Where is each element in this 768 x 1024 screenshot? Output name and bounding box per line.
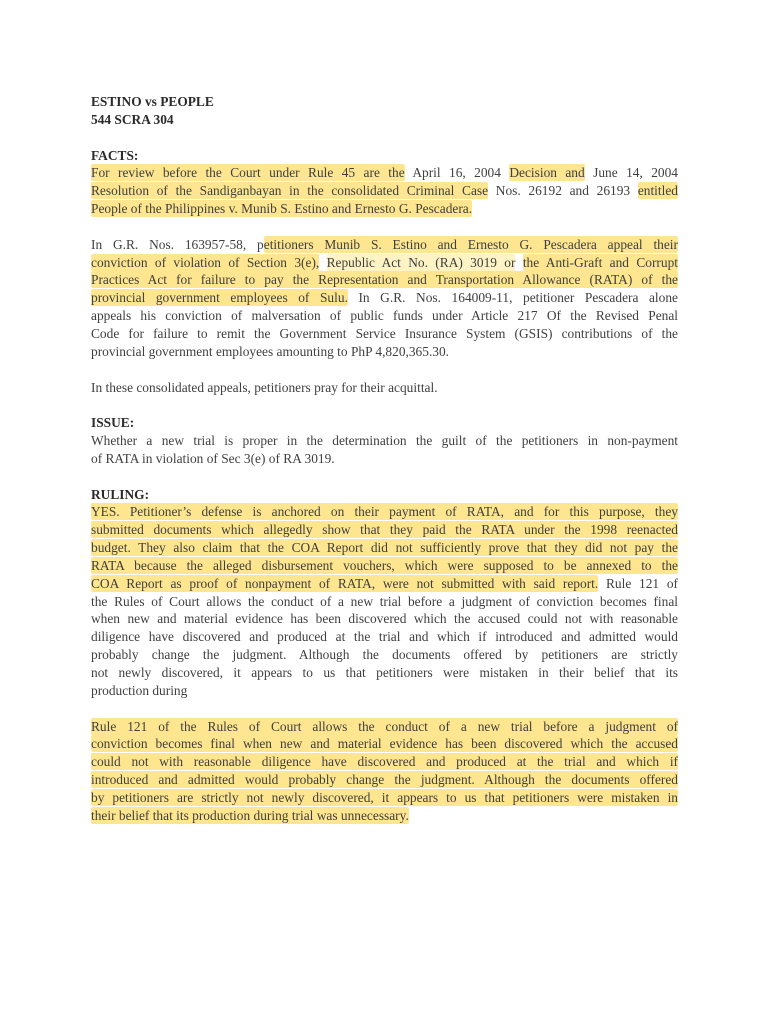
paragraph (91, 718, 678, 825)
highlighted-text: Practices Act for failure to pay the Representation and Transportation Allowance (RATA) of the (91, 272, 678, 288)
text-line (91, 379, 678, 397)
highlighted-text: Republic Act No. (RA) 3019 or (326, 254, 516, 270)
highlighted-text: the Anti-Graft and Corrupt (522, 254, 678, 270)
section-ruling (91, 468, 678, 825)
text-line (91, 646, 678, 664)
text-line (91, 735, 678, 753)
highlighted-text: etitioners Munib S. Estino and Ernesto G. Pescadera appeal their (263, 236, 678, 252)
section-issue (91, 396, 678, 467)
text-segment: of RATA in violation of Sec 3(e) of RA 3019. (91, 450, 335, 466)
text-line (91, 200, 678, 218)
text-line (91, 432, 678, 450)
highlighted-text: could not with reasonable diligence have discovered and produced at the trial and which if (91, 754, 678, 770)
text-segment: In these consolidated appeals, petitioners pray for their acquittal. (91, 379, 438, 395)
blank-line (91, 396, 678, 414)
text-line (91, 254, 678, 272)
highlighted-text: their belief that its production during trial was unnecessary. (91, 807, 409, 823)
text-line (91, 753, 678, 771)
highlighted-text: Resolution of the Sandiganbayan in the consolidated Criminal Case (91, 183, 489, 199)
paragraph (91, 432, 678, 468)
text-line (91, 539, 678, 557)
text-line (91, 682, 678, 700)
highlighted-text: budget. They also claim that the COA Report did not sufficiently prove that they did not pay the (91, 540, 678, 556)
text-line (91, 182, 678, 200)
highlighted-text: Decision and (509, 165, 585, 181)
text-segment: probably change the judgment. Although the documents offered by petitioners are strictly (91, 647, 678, 663)
text-segment: the Rules of Court allows the conduct of a new trial before a judgment of conviction becomes final (91, 593, 678, 609)
text-line (91, 503, 678, 521)
text-line (91, 164, 678, 182)
document-body (91, 129, 678, 825)
text-segment: not newly discovered, it appears to us that petitioners were mistaken in their belief that its (91, 665, 678, 680)
text-line (91, 289, 678, 307)
text-line (91, 771, 678, 789)
text-line (91, 450, 678, 468)
text-segment: appeals his conviction of malversation of public funds under Article 217 Of the Revised Penal (91, 308, 678, 324)
text-segment: Nos. 26192 and 26193 (488, 183, 638, 199)
highlighted-text: COA Report as proof of nonpayment of RATA, were not submitted with said report. (91, 575, 599, 591)
text-line (91, 521, 678, 539)
text-line (91, 271, 678, 289)
highlighted-text: For review before the Court under Rule 45 are the (91, 165, 405, 181)
text-segment: diligence have discovered and produced at the trial and which if introduced and admitted would (91, 629, 678, 645)
section-heading: FACTS: (91, 147, 139, 163)
section-heading: ISSUE: (91, 415, 135, 431)
text-segment: when new and material evidence has been discovered which the accused could not with reasonable (91, 611, 678, 627)
text-line (91, 343, 678, 361)
text-line (91, 628, 678, 646)
text-line (91, 557, 678, 575)
text-line (91, 664, 678, 682)
paragraph (91, 503, 678, 699)
highlighted-text: provincial government employees of Sulu. (91, 290, 348, 306)
blank-line (91, 361, 678, 379)
text-segment: production during (91, 682, 188, 698)
highlighted-text: submitted documents which allegedly show that they paid the RATA under the 1998 reenacted (91, 522, 678, 538)
text-segment: Whether a new trial is proper in the determination the guilt of the petitioners in non-payment (91, 433, 678, 449)
highlighted-text: RATA because the alleged disbursement vouchers, which were supposed to be annexed to the (91, 557, 678, 573)
text-line (91, 325, 678, 343)
highlighted-text: Rule 121 of the Rules of Court allows the conduct of a new trial before a judgment of (91, 718, 678, 734)
paragraph (91, 379, 678, 397)
text-segment: Rule 121 of (598, 575, 679, 591)
paragraph (91, 236, 678, 361)
text-line (91, 307, 678, 325)
text-segment (319, 255, 326, 270)
blank-line (91, 218, 678, 236)
highlighted-text: conviction of violation of Section 3(e), (91, 254, 320, 270)
text-segment: In G.R. Nos. 163957-58, p (91, 236, 264, 252)
text-line (91, 593, 678, 611)
highlighted-text: entitled (637, 183, 678, 199)
text-line (91, 807, 678, 825)
highlighted-text: People of the Philippines v. Munib S. Estino and Ernesto G. Pescadera. (91, 201, 473, 217)
blank-line (91, 468, 678, 486)
case-title: ESTINO vs PEOPLE (91, 94, 214, 109)
highlighted-text: conviction becomes final when new and material evidence has been discovered which the accused (91, 736, 678, 752)
case-citation: 544 SCRA 304 (91, 111, 174, 127)
text-line (91, 236, 678, 254)
text-line (91, 789, 678, 807)
paragraph (91, 164, 678, 218)
highlighted-text: introduced and admitted would probably change the judgment. Although the documents offered (91, 772, 678, 788)
text-line (91, 718, 678, 736)
section-heading: RULING: (91, 486, 150, 502)
text-line (91, 610, 678, 628)
text-segment (515, 255, 522, 270)
document-page (91, 93, 678, 825)
text-segment: provincial government employees amounting to PhP 4,820,365.30. (91, 343, 450, 359)
text-segment: Code for failure to remit the Government Service Insurance System (GSIS) contributions of the (91, 325, 678, 341)
text-segment: In G.R. Nos. 164009-11, petitioner Pescadera alone (347, 290, 678, 306)
text-segment: April 16, 2004 (404, 165, 510, 181)
blank-line (91, 129, 678, 147)
blank-line (91, 700, 678, 718)
text-segment: June 14, 2004 (584, 165, 678, 181)
text-line (91, 575, 678, 593)
highlighted-text: YES. Petitioner’s defense is anchored on their payment of RATA, and for this purpose, they (91, 504, 678, 520)
section-facts (91, 129, 678, 397)
highlighted-text: by petitioners are strictly not newly discovered, it appears to us that petitioners were mistaken in (91, 789, 678, 805)
